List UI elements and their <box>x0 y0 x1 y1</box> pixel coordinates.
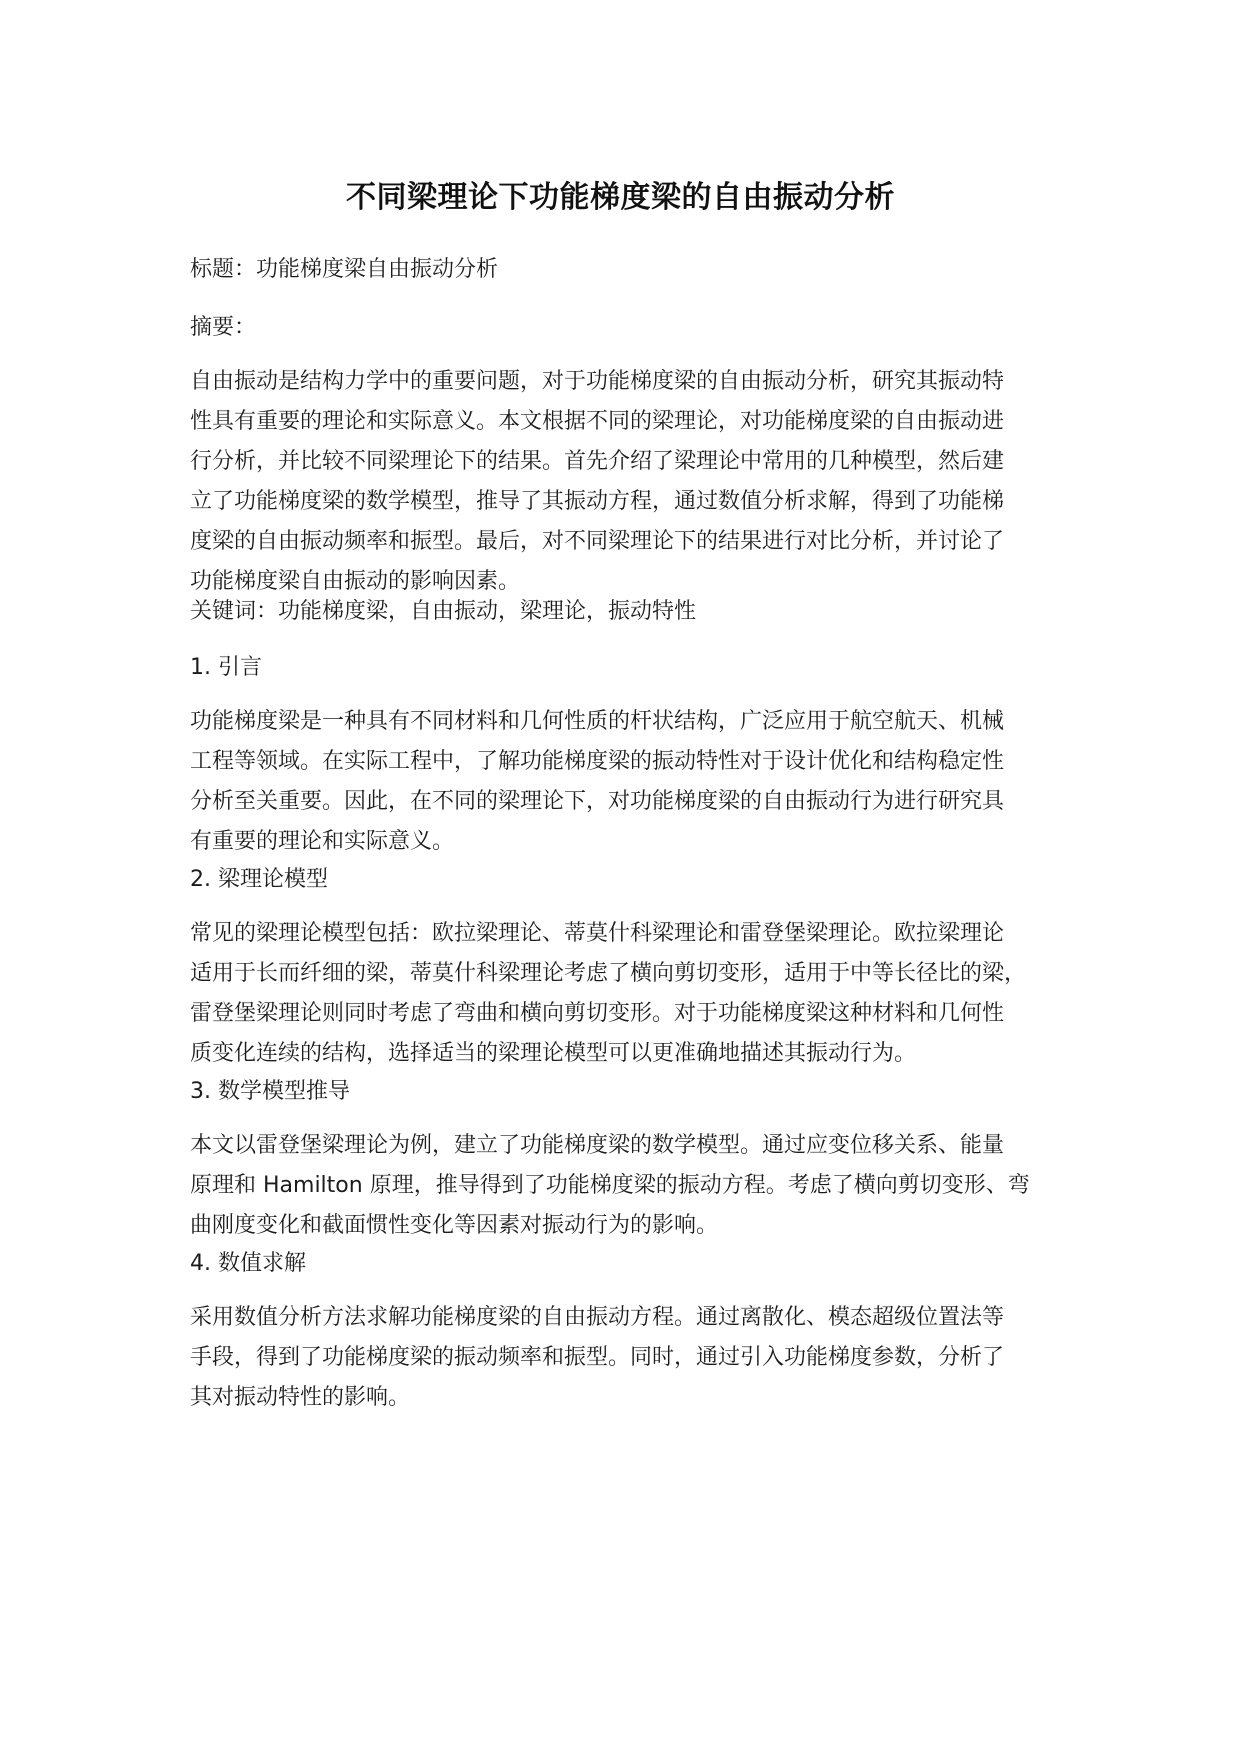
abstract-label: 摘要： <box>190 315 257 340</box>
paragraph-line: 本文以雷登堡梁理论为例，建立了功能梯度梁的数学模型。通过应变位移关系、能量 <box>190 1133 1005 1158</box>
paragraph-line: 常见的梁理论模型包括：欧拉梁理论、蒂莫什科梁理论和雷登堡梁理论。欧拉梁理论 <box>190 921 1005 946</box>
paragraph-line: 分析至关重要。因此，在不同的梁理论下，对功能梯度梁的自由振动行为进行研究具 <box>190 789 1005 814</box>
paragraph-line: 功能梯度梁是一种具有不同材料和几何性质的杆状结构，广泛应用于航空航天、机械 <box>190 709 1005 734</box>
abstract-line: 度梁的自由振动频率和振型。最后，对不同梁理论下的结果进行对比分析，并讨论了 <box>190 529 1005 554</box>
section-paragraph-numerical <box>190 1298 1070 1418</box>
paragraph-line: 原理和 Hamilton 原理，推导得到了功能梯度梁的振动方程。考虑了横向剪切变形、弯 <box>190 1173 1030 1198</box>
document-title: 不同梁理论下功能梯度梁的自由振动分析 <box>346 180 895 215</box>
abstract-paragraph <box>190 362 1070 602</box>
section-paragraph-math-model <box>190 1126 1070 1246</box>
abstract-line: 行分析，并比较不同梁理论下的结果。首先介绍了梁理论中常用的几种模型，然后建 <box>190 449 1005 474</box>
paragraph-line: 适用于长而纤细的梁，蒂莫什科梁理论考虑了横向剪切变形，适用于中等长径比的梁， <box>190 961 1027 986</box>
subject-line: 标题：功能梯度梁自由振动分析 <box>190 257 499 282</box>
section-paragraph-beam-models <box>190 914 1070 1074</box>
paragraph-line: 有重要的理论和实际意义。 <box>190 829 455 854</box>
section-heading-numerical: 4. 数值求解 <box>190 1251 306 1276</box>
section-paragraph-introduction <box>190 702 1070 862</box>
section-heading-math-model: 3. 数学模型推导 <box>190 1079 350 1104</box>
abstract-line: 立了功能梯度梁的数学模型，推导了其振动方程，通过数值分析求解，得到了功能梯 <box>190 489 1005 514</box>
keywords-line: 关键词：功能梯度梁，自由振动，梁理论，振动特性 <box>190 599 697 624</box>
paragraph-line: 工程等领域。在实际工程中，了解功能梯度梁的振动特性对于设计优化和结构稳定性 <box>190 749 1005 774</box>
abstract-line: 功能梯度梁自由振动的影响因素。 <box>190 569 521 594</box>
paragraph-line: 曲刚度变化和截面惯性变化等因素对振动行为的影响。 <box>190 1213 719 1238</box>
paragraph-line: 雷登堡梁理论则同时考虑了弯曲和横向剪切变形。对于功能梯度梁这种材料和几何性 <box>190 1001 1005 1026</box>
paragraph-line: 采用数值分析方法求解功能梯度梁的自由振动方程。通过离散化、模态超级位置法等 <box>190 1305 1005 1330</box>
abstract-line: 自由振动是结构力学中的重要问题，对于功能梯度梁的自由振动分析，研究其振动特 <box>190 369 1005 394</box>
section-heading-introduction: 1. 引言 <box>190 655 262 680</box>
abstract-line: 性具有重要的理论和实际意义。本文根据不同的梁理论，对功能梯度梁的自由振动进 <box>190 409 1005 434</box>
paragraph-line: 质变化连续的结构，选择适当的梁理论模型可以更准确地描述其振动行为。 <box>190 1041 917 1066</box>
paragraph-line: 其对振动特性的影响。 <box>190 1385 411 1410</box>
paragraph-line: 手段，得到了功能梯度梁的振动频率和振型。同时，通过引入功能梯度参数，分析了 <box>190 1345 1005 1370</box>
section-heading-beam-models: 2. 梁理论模型 <box>190 867 328 892</box>
